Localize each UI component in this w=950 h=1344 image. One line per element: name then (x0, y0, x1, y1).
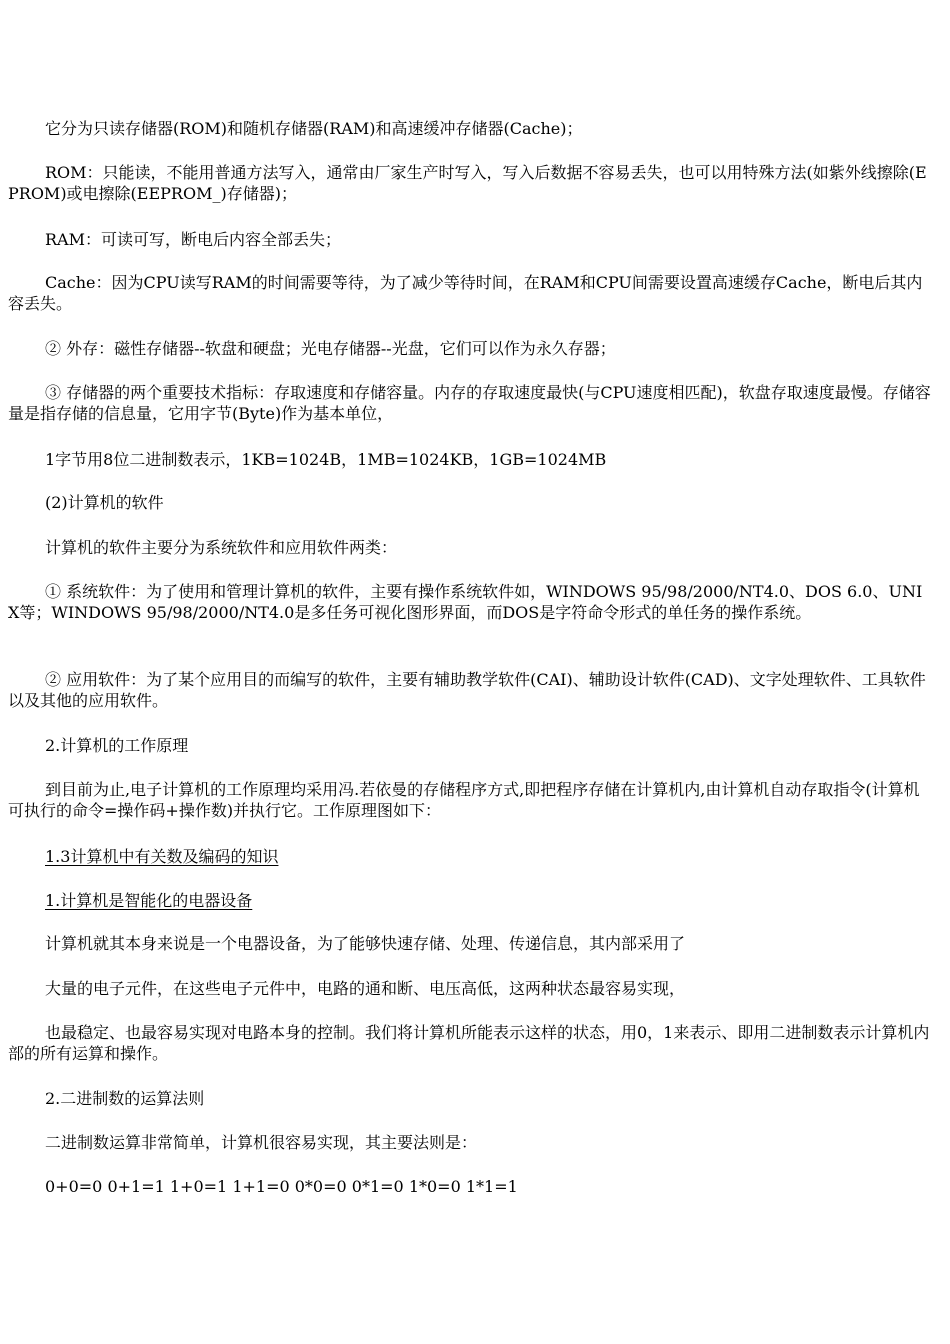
paragraph-ram: RAM：可读可写，断电后内容全部丢失； (45, 230, 341, 249)
paragraph-binary-rules: 0+0=0 0+1=1 1+0=1 1+1=0 0*0=0 0*1=0 1*0=0 1*1=1 (45, 1177, 518, 1196)
heading-electrical-device (8, 890, 933, 911)
heading-number-encoding-text: 1.3计算机中有关数及编码的知识 (45, 847, 279, 866)
paragraph-software-types: 计算机的软件主要分为系统软件和应用软件两类： (45, 538, 398, 557)
paragraph-byte-units: 1字节用8位二进制数表示，1KB=1024B，1MB=1024KB，1GB=1024MB (45, 450, 607, 469)
paragraph-system-software: ① 系统软件：为了使用和管理计算机的软件，主要有操作系统软件如，WINDOWS 95/98/2000/NT4.0、DOS 6.0、UNIX等；WINDOWS 95/98/2000/NT4.0是多任务可视化图形界面，而DOS是字符命令形式的单任务的操作系统。 (8, 582, 923, 622)
paragraph-memory-types: 它分为只读存储器(ROM)和随机存储器(RAM)和高速缓冲存储器(Cache)； (45, 119, 583, 138)
heading-working-principle: 2.计算机的工作原理 (45, 736, 189, 755)
paragraph-von-neumann: 到目前为止,电子计算机的工作原理均采用冯.若依曼的存储程序方式,即把程序存储在计算机内,由计算机自动存取指令(计算机可执行的命令=操作码+操作数)并执行它。工作原理图如下： (8, 780, 920, 820)
heading-electrical-device-text: 1.计算机是智能化的电器设备 (45, 891, 253, 910)
paragraph-cache: Cache：因为CPU读写RAM的时间需要等待，为了减少等待时间，在RAM和CPU间需要设置高速缓存Cache，断电后其内容丢失。 (8, 273, 923, 313)
heading-software: (2)计算机的软件 (45, 493, 164, 512)
paragraph-electrical-1: 计算机就其本身来说是一个电器设备，为了能够快速存储、处理、传递信息，其内部采用了 (45, 934, 686, 953)
paragraph-storage-metrics: ③ 存储器的两个重要技术指标：存取速度和存储容量。内存的存取速度最快(与CPU速度相匹配)，软盘存取速度最慢。存储容量是指存储的信息量，它用字节(Byte)作为基本单位， (8, 383, 931, 423)
heading-binary-rules: 2.二进制数的运算法则 (45, 1089, 205, 1108)
paragraph-external-storage: ② 外存：磁性存储器--软盘和硬盘；光电存储器--光盘，它们可以作为永久存器； (45, 339, 616, 358)
paragraph-application-software: ② 应用软件：为了某个应用目的而编写的软件，主要有辅助教学软件(CAI)、辅助设计软件(CAD)、文字处理软件、工具软件以及其他的应用软件。 (8, 670, 926, 710)
heading-number-encoding (8, 846, 933, 867)
paragraph-rom: ROM：只能读，不能用普通方法写入，通常由厂家生产时写入，写入后数据不容易丢失，也可以用特殊方法(如紫外线擦除(EPROM)或电擦除(EEPROM_)存储器)； (8, 163, 927, 203)
paragraph-electrical-2: 大量的电子元件，在这些电子元件中，电路的通和断、电压高低，这两种状态最容易实现， (45, 979, 686, 998)
paragraph-electrical-3: 也最稳定、也最容易实现对电路本身的控制。我们将计算机所能表示这样的状态，用0，1来表示、即用二进制数表示计算机内部的所有运算和操作。 (8, 1023, 930, 1063)
paragraph-binary-intro: 二进制数运算非常简单，计算机很容易实现，其主要法则是： (45, 1133, 478, 1152)
